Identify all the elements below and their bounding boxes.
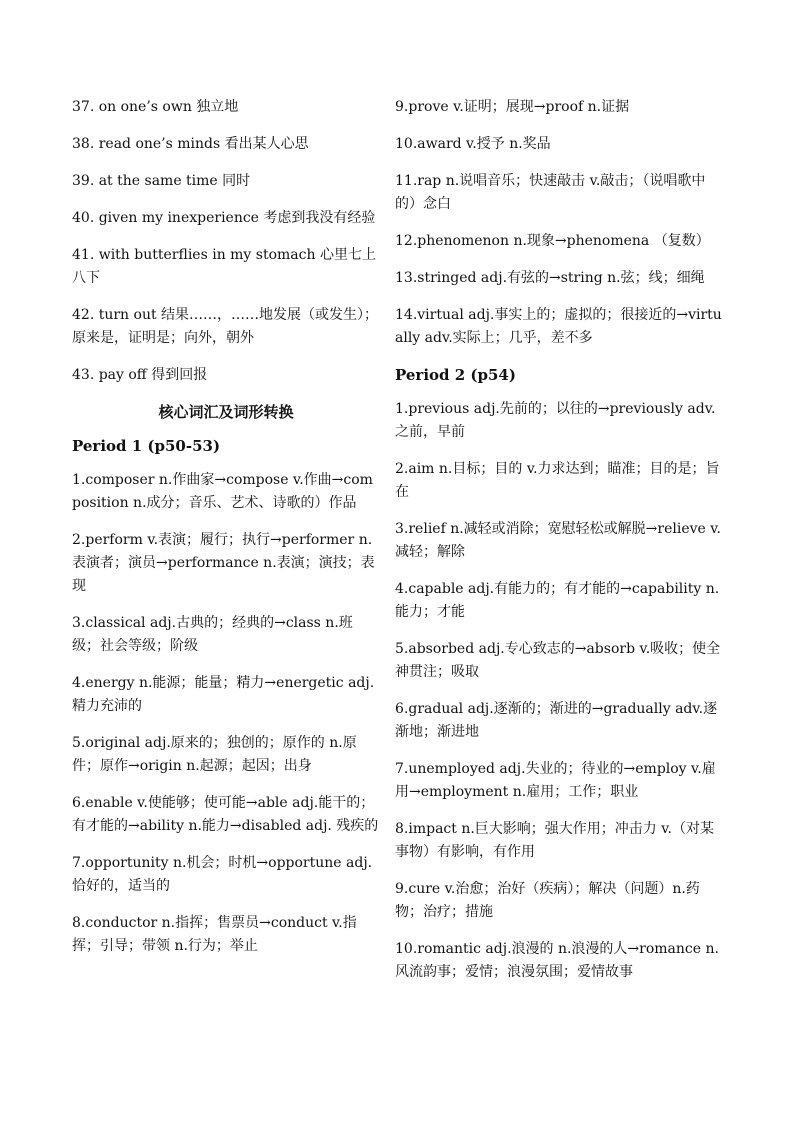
vocab-entry-p1-5: 5.original adj.原来的；独创的；原作的 n.原件；原作→origin n.起源；起因；出身	[72, 735, 357, 774]
vocab-entry-p2-2: 2.aim n.目标；目的 v.力求达到；瞄准；目的是；旨在	[395, 461, 720, 500]
phrase-entry-41: 41. with butterflies in my stomach 心里七上八下	[72, 247, 376, 286]
left-column	[72, 96, 380, 972]
vocab-entry-p2-8: 8.impact n.巨大影响；强大作用；冲击力 v.（对某事物）有影响，有作用	[395, 821, 714, 860]
vocab-entry-p1-8: 8.conductor n.指挥；售票员→conduct v.指挥；引导；带领 n.行为；举止	[72, 915, 357, 954]
vocab-entry-p1-13: 13.stringed adj.有弦的→string n.弦；线；细绳	[395, 270, 705, 286]
vocab-entry-p2-4: 4.capable adj.有能力的；有才能的→capability n.能力；才能	[395, 581, 720, 620]
vocab-entry-p1-10: 10.award v.授予 n.奖品	[395, 136, 551, 152]
vocab-entry-p2-1: 1.previous adj.先前的；以往的→previously adv.之前，早前	[395, 401, 716, 440]
period-1-heading: Period 1 (p50-53)	[72, 437, 221, 455]
vocab-entry-p1-4: 4.energy n.能源；能量；精力→energetic adj.精力充沛的	[72, 675, 375, 714]
vocab-entry-p1-9: 9.prove v.证明；展现→proof n.证据	[395, 99, 630, 115]
phrase-entry-37: 37. on one’s own 独立地	[72, 99, 239, 115]
vocab-entry-p1-14: 14.virtual adj.事实上的；虚拟的；很接近的→virtually adv.实际上；几乎，差不多	[395, 307, 722, 346]
right-column	[395, 96, 725, 998]
vocab-entry-p1-2: 2.perform v.表演；履行；执行→performer n.表演者；演员→performance n.表演；演技；表现	[72, 532, 375, 594]
phrase-entry-40: 40. given my inexperience 考虑到我没有经验	[72, 210, 376, 226]
vocab-entry-p1-6: 6.enable v.使能够；使可能→able adj.能干的；有才能的→ability n.能力→disabled adj. 残疾的	[72, 795, 379, 834]
period-2-heading: Period 2 (p54)	[395, 366, 516, 384]
phrase-entry-43: 43. pay off 得到回报	[72, 367, 208, 383]
section-title: 核心词汇及词形转换	[158, 403, 294, 421]
vocab-entry-p2-10: 10.romantic adj.浪漫的 n.浪漫的人→romance n.风流韵事；爱情；浪漫氛围；爱情故事	[395, 941, 719, 980]
vocab-entry-p2-3: 3.relief n.减轻或消除；宽慰轻松或解脱→relieve v.减轻；解除	[395, 521, 721, 560]
vocab-entry-p1-11: 11.rap n.说唱音乐；快速敲击 v.敲击；（说唱歌中的）念白	[395, 173, 706, 212]
vocab-entry-p2-5: 5.absorbed adj.专心致志的→absorb v.吸收；使全神贯注；吸取	[395, 641, 721, 680]
vocab-entry-p2-6: 6.gradual adj.逐渐的；渐进的→gradually adv.逐渐地；渐进地	[395, 701, 718, 740]
phrase-entry-39: 39. at the same time 同时	[72, 173, 251, 189]
vocab-entry-p2-7: 7.unemployed adj.失业的；待业的→employ v.雇用→employment n.雇用；工作；职业	[395, 761, 716, 800]
vocab-entry-p1-1: 1.composer n.作曲家→compose v.作曲→composition n.成分；音乐、艺术、诗歌的）作品	[72, 472, 373, 511]
vocab-entry-p2-9: 9.cure v.治愈；治好（疾病）；解决（问题）n.药物；治疗；措施	[395, 881, 700, 920]
vocab-entry-p1-7: 7.opportunity n.机会；时机→opportune adj. 恰好的，适当的	[72, 855, 373, 894]
phrase-entry-38: 38. read one’s minds 看出某人心思	[72, 136, 309, 152]
vocab-entry-p1-3: 3.classical adj.古典的；经典的→class n.班级；社会等级；阶级	[72, 615, 353, 654]
phrase-entry-42: 42. turn out 结果……，……地发展（或发生）；原来是，证明是；向外，朝外	[72, 307, 379, 346]
vocab-entry-p1-12: 12.phenomenon n.现象→phenomena （复数）	[395, 233, 710, 249]
